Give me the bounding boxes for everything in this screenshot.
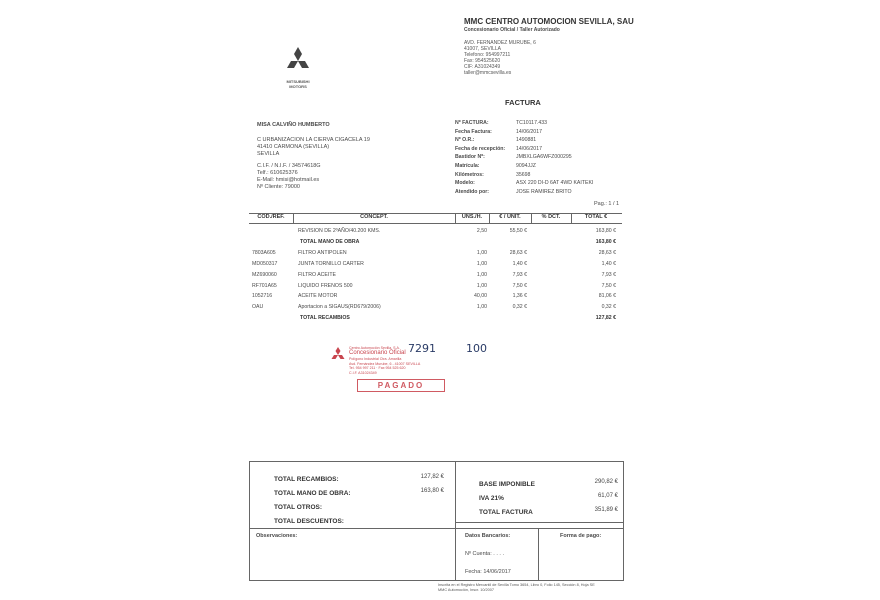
stamp-line2: Concesionario Oficial	[349, 350, 406, 357]
company-address: AVD. FERNANDEZ MURUBE, 6	[464, 40, 536, 46]
customer-client-number: Nº Cliente: 79000	[257, 184, 300, 190]
company-fax: Fax: 954525620	[464, 58, 501, 64]
customer-province: SEVILLA	[257, 151, 280, 157]
header-total: TOTAL €	[584, 214, 608, 220]
account-number: Nº Cuenta: . . . .	[465, 551, 504, 557]
invoice-info-value: 1490881	[516, 137, 537, 144]
company-subtitle: Concesionario Oficial / Taller Autorizado	[464, 27, 560, 33]
totals-left-label: TOTAL DESCUENTOS:	[274, 518, 344, 525]
totals-left-value: 163,80 €	[420, 488, 444, 494]
cell-ref: RF701A65	[252, 282, 277, 289]
customer-city: 41410 CARMONA (SEVILLA)	[257, 144, 330, 150]
invoice-info-value: 9094JJZ	[516, 162, 536, 169]
totals-right-label: IVA 21%	[479, 495, 504, 502]
paid-stamp	[327, 344, 449, 394]
company-name: MMC CENTRO AUTOMOCION SEVILLA, SAU	[464, 17, 634, 26]
header-concept: CONCEPT.	[360, 214, 388, 220]
customer-name: MISA CALVIÑO HUMBERTO	[257, 122, 330, 128]
invoice-info-value: JOSE RAMIREZ BRITO	[516, 188, 572, 195]
cell-units: 1,00	[476, 304, 487, 311]
table-row	[249, 302, 621, 313]
table-row	[249, 313, 621, 324]
invoice-info-row	[455, 120, 630, 129]
invoice-info-row	[455, 154, 630, 163]
cell-concept: ACEITE MOTOR	[298, 293, 338, 300]
cell-total: 1,40 €	[601, 260, 616, 267]
header-cod-ref: COD./REF.	[257, 214, 285, 220]
cell-total: 163,80 €	[595, 228, 616, 234]
cell-ref: 1052716	[252, 293, 273, 300]
table-row	[249, 259, 621, 270]
table-row	[249, 237, 621, 248]
cell-units: 1,00	[476, 282, 487, 289]
footer-box	[249, 529, 624, 581]
invoice-info-value: TC10117.433	[516, 120, 548, 126]
stamp-line3: Polígono Industrial Ctra. Amarilla	[349, 357, 402, 362]
invoice-info-row	[455, 146, 630, 155]
totals-right-label: BASE IMPONIBLE	[479, 481, 535, 488]
cell-concept: TOTAL MANO DE OBRA	[300, 238, 360, 245]
cell-concept: Aportacion a SIGAUS(RD679/2006)	[298, 304, 381, 311]
invoice-info-label: Modelo:	[455, 180, 475, 187]
totals-box	[249, 461, 624, 529]
customer-email: E-Mail: hmisi@hotmail.es	[257, 177, 320, 183]
cell-total: 7,50 €	[601, 282, 616, 289]
cell-total: 127,82 €	[595, 315, 616, 322]
datos-bancarios-label: Datos Bancarios:	[465, 533, 511, 539]
stamp-line6: C.I.F. A31024349	[349, 370, 377, 375]
page-number: Pag.: 1 / 1	[594, 201, 620, 207]
payment-date: Fecha: 14/06/2017	[465, 569, 511, 575]
invoice-info-value: ASX 220 DI-D 6AT 4WD KAITEKI	[516, 180, 594, 187]
invoice-info-value: JMBXLGA6WFZ000295	[516, 154, 572, 161]
totals-left-value: 127,82 €	[420, 474, 444, 480]
forma-pago-label: Forma de pago:	[560, 533, 602, 539]
company-cif: CIF: A31024349	[464, 64, 501, 70]
three-diamonds-icon	[282, 46, 314, 74]
cell-concept: TOTAL RECAMBIOS	[300, 315, 350, 322]
invoice-info-label: Bastidor Nº:	[455, 154, 485, 161]
stamp-line5: Tel. 954 997 211 · Fax 954 525 620	[349, 366, 406, 371]
cell-units: 1,00	[476, 271, 487, 278]
cell-concept: REVISION DE 2ºAÑO/40.200 KMS.	[298, 228, 381, 234]
header-units: UNS./H.	[461, 214, 483, 220]
cell-unit: 55,50 €	[509, 228, 527, 234]
cell-units: 2,50	[476, 228, 487, 234]
totals-left-label: TOTAL RECAMBIOS:	[274, 476, 339, 483]
invoice-info-value: 35698	[516, 171, 531, 178]
cell-ref: OAU	[252, 304, 264, 311]
cell-total: 7,93 €	[601, 271, 616, 278]
customer-phone: Telf.: 610625376	[257, 170, 298, 176]
table-row	[249, 248, 621, 259]
items-table	[249, 213, 622, 328]
observaciones-label: Observaciones:	[256, 533, 298, 539]
totals-left-label: TOTAL OTROS:	[274, 504, 323, 511]
company-city: 41007, SEVILLA	[464, 46, 501, 52]
cell-unit: 0,32 €	[512, 304, 527, 311]
invoice-info-label: Matrícula:	[455, 162, 480, 169]
invoice-info-label: Kilómetros:	[455, 171, 484, 178]
cell-concept: LIQUIDO FRENOS 500	[298, 282, 353, 289]
invoice-info-label: Fecha de recepción:	[455, 145, 506, 152]
logo-brand-line2: MOTORS	[289, 84, 307, 89]
stamp-line4: Avd. Fernández Murube, 6 - 41007 SEVILLA	[349, 361, 421, 366]
table-row	[249, 281, 621, 292]
company-header	[464, 17, 664, 76]
totals-right-value: 351,89 €	[594, 507, 618, 513]
invoice-info-row	[455, 180, 630, 189]
registry-text-2: MMC Automoción, Inscr. 10/2007	[438, 588, 494, 592]
cell-unit: 7,93 €	[512, 271, 527, 278]
company-email: taller@mmcsevilla.es	[464, 70, 512, 76]
cell-total: 0,32 €	[601, 304, 616, 311]
header-discount: % DCT.	[541, 214, 561, 220]
stamp-logo-icon	[329, 346, 347, 364]
invoice-info-label: Fecha Factura:	[455, 128, 492, 135]
cell-unit: 7,50 €	[512, 282, 527, 289]
customer-address: C URBANIZACION LA CIERVA CIGACELA 19	[257, 137, 370, 143]
invoice-info-row	[455, 189, 630, 198]
annotation-number-right: 100	[466, 342, 487, 355]
cell-total: 81,06 €	[598, 293, 616, 300]
invoice-info-value: 14/06/2017	[516, 145, 542, 152]
cell-ref: 7803A605	[252, 249, 276, 256]
mitsubishi-logo	[282, 46, 314, 89]
totals-right-value: 61,07 €	[597, 493, 618, 499]
cell-units: 40,00	[474, 293, 487, 300]
document-title: FACTURA	[505, 98, 541, 107]
cell-total: 28,63 €	[598, 249, 616, 256]
cell-units: 1,00	[476, 260, 487, 267]
cell-concept: JUNTA TORNILLO CARTER	[298, 260, 364, 267]
totals-left-label: TOTAL MANO DE OBRA:	[274, 490, 351, 497]
table-row	[249, 270, 621, 281]
table-row	[249, 291, 621, 302]
cell-concept: FILTRO ANTIPOLEN	[298, 249, 347, 256]
header-unit-price: € / UNIT.	[499, 214, 521, 220]
cell-concept: FILTRO ACEITE	[298, 271, 336, 278]
invoice-info-label: Nº FACTURA:	[455, 120, 489, 126]
cell-units: 1,00	[476, 249, 487, 256]
invoice-info-row	[455, 172, 630, 181]
registry-text-1: Inscrita en el Registro Mercantil de Sevilla Tomo 3654, Libro 0, Folio 145, Sección 8, Hoja SE	[438, 583, 595, 587]
totals-right-value: 290,82 €	[594, 479, 618, 485]
invoice-info-row	[455, 137, 630, 146]
invoice-info-row	[455, 163, 630, 172]
table-row	[249, 226, 621, 237]
invoice-info-label: Nº O.R.:	[455, 137, 475, 144]
stamp-line1: Centro Automoción Sevilla, S.A.	[349, 346, 400, 350]
cell-unit: 1,36 €	[512, 293, 527, 300]
customer-cif: C.I.F. / N.I.F. / 34574618G	[257, 163, 321, 169]
cell-unit: 28,63 €	[509, 249, 527, 256]
annotation-number-left: 7291	[408, 342, 436, 355]
logo-brand-line1: MITSUBISHI	[286, 79, 310, 84]
customer-block	[257, 122, 437, 191]
company-phone: Telefono: 954997211	[464, 52, 511, 58]
stamp-paid-label: PAGADO	[357, 379, 445, 392]
invoice-info-label: Atendido por:	[455, 188, 489, 195]
invoice-info-value: 14/06/2017	[516, 128, 542, 135]
invoice-info	[455, 120, 630, 197]
totals-right-label: TOTAL FACTURA	[479, 509, 533, 516]
cell-total: 163,80 €	[595, 238, 616, 245]
invoice-info-row	[455, 129, 630, 138]
cell-unit: 1,40 €	[512, 260, 527, 267]
cell-ref: MZ690060	[252, 271, 277, 278]
cell-ref: MD050317	[252, 260, 278, 267]
